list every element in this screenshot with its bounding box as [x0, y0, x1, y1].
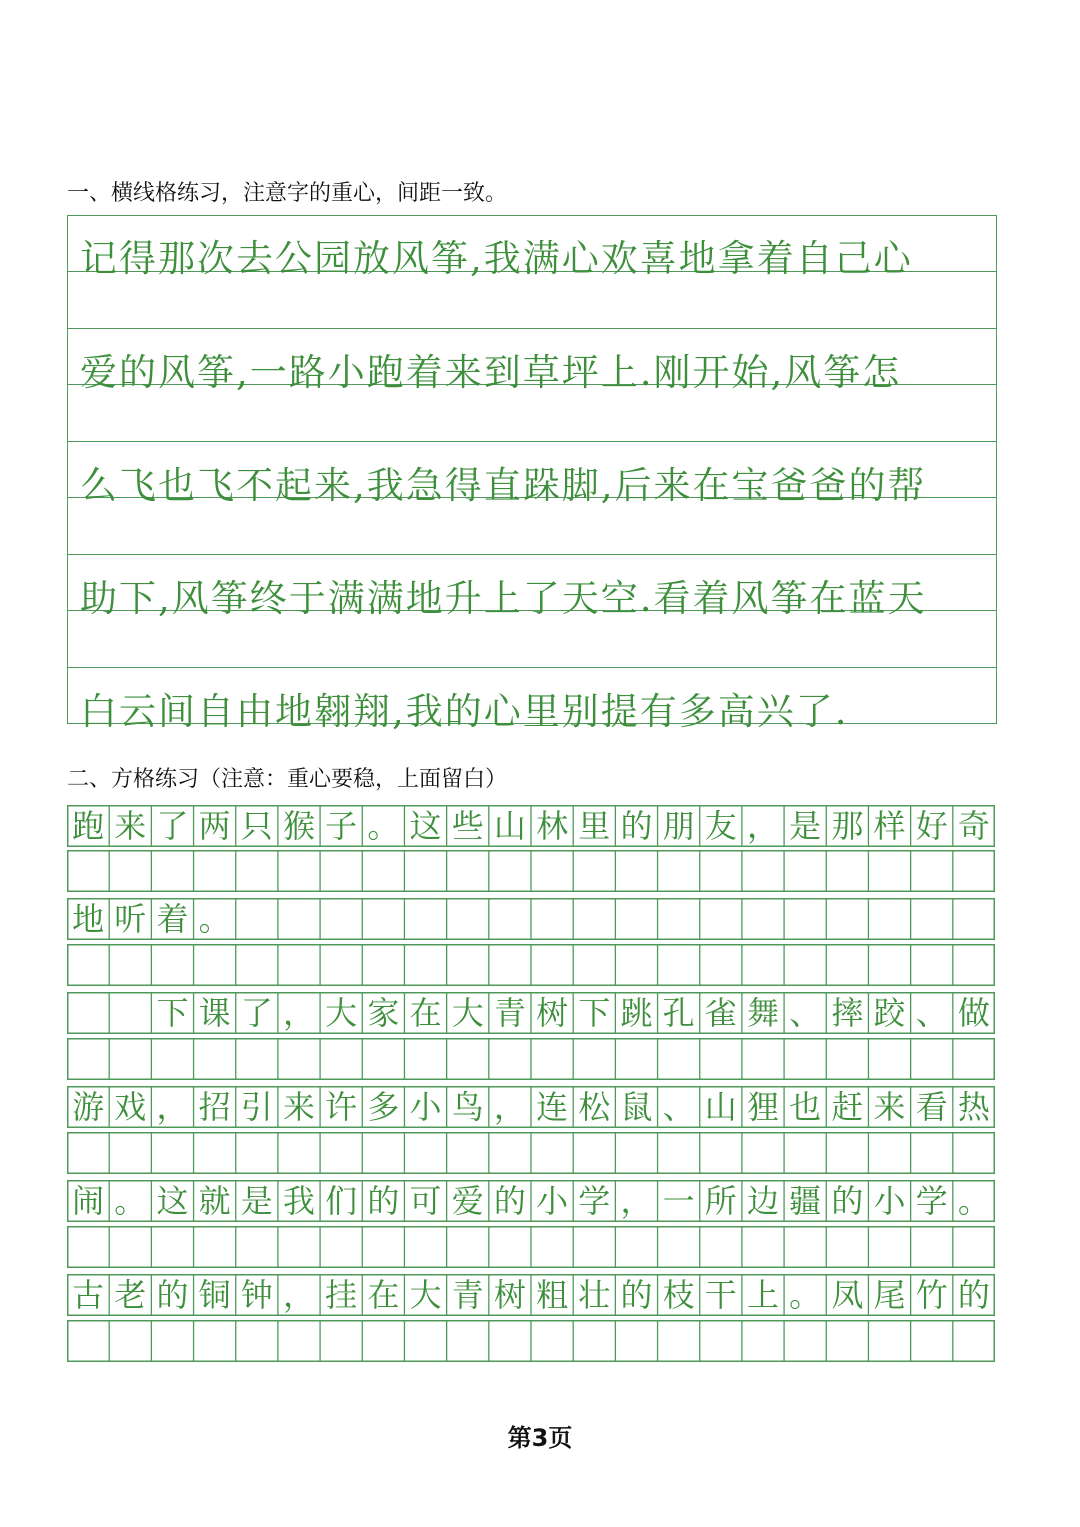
- grid-cell: 着: [156, 900, 189, 938]
- grid-cell: [615, 898, 657, 940]
- grid-cell: 可: [409, 1182, 442, 1220]
- grid-cell: 这: [409, 807, 442, 845]
- grid-cell: 下: [578, 994, 611, 1032]
- grid-cell: 小: [536, 1182, 569, 1220]
- grid-cell: ，: [156, 1088, 189, 1126]
- grid-cell: 赶: [831, 1088, 864, 1126]
- grid-cell: 大: [325, 994, 358, 1032]
- grid-cell: [109, 992, 151, 1034]
- grid-cell: 狸: [746, 1088, 779, 1126]
- handwritten-line: 助下,风筝终于满满地升上了天空.看着风筝在蓝天: [80, 577, 927, 620]
- grid-cell: 许: [325, 1088, 358, 1126]
- grid-cell: 好: [915, 807, 948, 845]
- grid-cell: 青: [493, 994, 526, 1032]
- grid-cell: 戏: [114, 1088, 147, 1126]
- grid-cell: 、: [915, 994, 948, 1032]
- grid-cell: [489, 898, 531, 940]
- grid-cell: 下: [156, 994, 189, 1032]
- grid-cell: 的: [367, 1182, 400, 1220]
- grid-cell: ，: [620, 1182, 653, 1220]
- grid-cell: ，: [282, 994, 315, 1032]
- grid-cell: 的: [831, 1182, 864, 1220]
- grid-cell: 壮: [578, 1276, 611, 1314]
- blank-row: [67, 1226, 995, 1268]
- grid-cell: [953, 898, 995, 940]
- blank-row: [67, 1132, 995, 1174]
- grid-cell: 。: [957, 1182, 990, 1220]
- grid-cell: 树: [493, 1276, 526, 1314]
- grid-cell: 两: [198, 807, 231, 845]
- section1-heading: 一、横线格练习，注意字的重心，间距一致。: [67, 181, 508, 206]
- writing-row: [67, 1086, 995, 1128]
- grid-cell: 了: [240, 994, 273, 1032]
- grid-cell: 小: [873, 1182, 906, 1220]
- grid-cell: 看: [915, 1088, 948, 1126]
- grid-cell: 的: [620, 1276, 653, 1314]
- grid-cell: 大: [409, 1276, 442, 1314]
- grid-cell: 一: [662, 1182, 695, 1220]
- grid-cell: 我: [282, 1182, 315, 1220]
- grid-cell: 凤: [831, 1276, 864, 1314]
- grid-cell: 课: [198, 994, 231, 1032]
- grid-cell: 来: [873, 1088, 906, 1126]
- grid-cell: [700, 898, 742, 940]
- grid-cell: 只: [240, 807, 273, 845]
- grid-cell: 的: [493, 1182, 526, 1220]
- grid-cell: 钟: [240, 1276, 273, 1314]
- grid-cell: [320, 898, 362, 940]
- grid-cell: 舞: [746, 994, 779, 1032]
- grid-cell: 山: [704, 1088, 737, 1126]
- grid-cell: [236, 898, 278, 940]
- lined-practice-box: [67, 215, 997, 733]
- grid-cell: 大: [451, 994, 484, 1032]
- grid-cell: 多: [367, 1088, 400, 1126]
- grid-cell: 听: [114, 900, 147, 938]
- grid-cell: 们: [325, 1182, 358, 1220]
- grid-cell: 来: [114, 807, 147, 845]
- grid-cell: 铜: [198, 1276, 231, 1314]
- grid-cell: 那: [831, 807, 864, 845]
- handwritten-line: 么飞也飞不起来,我急得直跺脚,后来在宝爸爸的帮: [80, 464, 927, 507]
- grid-cell: [784, 898, 826, 940]
- guide-line: [68, 667, 996, 668]
- grid-cell: ，: [282, 1276, 315, 1314]
- grid-cell: 鼠: [620, 1088, 653, 1126]
- grid-cell: 跤: [873, 994, 906, 1032]
- grid-cell: 鸟: [451, 1088, 484, 1126]
- grid-cell: 干: [704, 1276, 737, 1314]
- grid-cell: 家: [367, 994, 400, 1032]
- grid-cell: 的: [957, 1276, 990, 1314]
- grid-cell: 学: [915, 1182, 948, 1220]
- grid-cell: 林: [536, 807, 569, 845]
- grid-cell: [447, 898, 489, 940]
- grid-cell: 是: [240, 1182, 273, 1220]
- section2-heading: 二、方格练习（注意：重心要稳，上面留白）: [67, 767, 508, 792]
- grid-cell: 雀: [704, 994, 737, 1032]
- grid-cell: 游: [72, 1088, 105, 1126]
- grid-cell: 竹: [915, 1276, 948, 1314]
- grid-cell: 小: [409, 1088, 442, 1126]
- grid-cell: 在: [367, 1276, 400, 1314]
- grid-cell: 来: [282, 1088, 315, 1126]
- grid-cell: 奇: [957, 807, 990, 845]
- writing-row: [67, 1274, 995, 1316]
- grid-cell: [404, 898, 446, 940]
- grid-cell: 松: [578, 1088, 611, 1126]
- grid-cell: 做: [957, 994, 990, 1032]
- grid-cell: [362, 898, 404, 940]
- grid-cell: 、: [662, 1088, 695, 1126]
- grid-cell: 枝: [662, 1276, 695, 1314]
- grid-cell: 孔: [662, 994, 695, 1032]
- grid-cell: 所: [704, 1182, 737, 1220]
- grid-cell: [911, 898, 953, 940]
- grid-cell: 学: [578, 1182, 611, 1220]
- grid-cell: 了: [156, 807, 189, 845]
- grid-cell: 跑: [72, 807, 105, 845]
- grid-cell: 里: [578, 807, 611, 845]
- writing-row: [67, 992, 995, 1034]
- grid-cell: [573, 898, 615, 940]
- grid-cell: ，: [746, 807, 779, 845]
- handwritten-line: 白云间自由地翱翔,我的心里别提有多高兴了.: [80, 690, 849, 733]
- handwritten-line: 爱的风筝,一路小跑着来到草坪上.刚开始,风筝怎: [80, 351, 902, 394]
- grid-cell: [826, 898, 868, 940]
- grid-cell: 朋: [662, 807, 695, 845]
- grid-cell: 是: [789, 807, 822, 845]
- grid-cell: 树: [536, 994, 569, 1032]
- grid-cell: [278, 898, 320, 940]
- grid-cell: 样: [873, 807, 906, 845]
- grid-cell: 爱: [451, 1182, 484, 1220]
- grid-cell: 摔: [831, 994, 864, 1032]
- guide-line: [68, 441, 996, 442]
- writing-row: [67, 805, 995, 847]
- grid-cell: 在: [409, 994, 442, 1032]
- guide-line: [68, 554, 996, 555]
- grid-cell: 尾: [873, 1276, 906, 1314]
- grid-cell: 上: [746, 1276, 779, 1314]
- grid-cell: 的: [156, 1276, 189, 1314]
- grid-cell: 古: [72, 1276, 105, 1314]
- grid-cell: 老: [114, 1276, 147, 1314]
- page-number: 第3页: [507, 1424, 573, 1452]
- grid-cell: 就: [198, 1182, 231, 1220]
- blank-row: [67, 1038, 995, 1080]
- grid-cell: 这: [156, 1182, 189, 1220]
- grid-cell: 疆: [789, 1182, 822, 1220]
- grid-cell: 招: [198, 1088, 231, 1126]
- grid-cell: 热: [957, 1088, 990, 1126]
- writing-row: [67, 898, 995, 940]
- grid-cell: 。: [114, 1182, 147, 1220]
- grid-cell: 子: [325, 807, 358, 845]
- grid-cell: 友: [704, 807, 737, 845]
- grid-cell: 连: [536, 1088, 569, 1126]
- grid-cell: 闹: [72, 1182, 105, 1220]
- blank-row: [67, 944, 995, 986]
- grid-cell: 引: [240, 1088, 273, 1126]
- grid-cell: 。: [789, 1276, 822, 1314]
- grid-cell: 猴: [282, 807, 315, 845]
- grid-cell: 跳: [620, 994, 653, 1032]
- grid-cell: ，: [493, 1088, 526, 1126]
- grid-cell: [67, 992, 109, 1034]
- guide-line: [68, 328, 996, 329]
- grid-cell: [868, 898, 910, 940]
- grid-cell: 的: [620, 807, 653, 845]
- blank-row: [67, 1320, 995, 1362]
- blank-row: [67, 850, 995, 892]
- grid-cell: [658, 898, 700, 940]
- grid-cell: 、: [789, 994, 822, 1032]
- grid-cell: [742, 898, 784, 940]
- grid-cell: 。: [367, 807, 400, 845]
- grid-cell: 也: [789, 1088, 822, 1126]
- writing-row: [67, 1180, 995, 1222]
- grid-cell: 青: [451, 1276, 484, 1314]
- handwritten-line: 记得那次去公园放风筝,我满心欢喜地拿着自己心: [80, 237, 913, 280]
- grid-cell: 山: [493, 807, 526, 845]
- grid-cell: 边: [746, 1182, 779, 1220]
- grid-cell: 挂: [325, 1276, 358, 1314]
- grid-cell: 些: [451, 807, 484, 845]
- grid-cell: 粗: [536, 1276, 569, 1314]
- grid-cell: 地: [72, 900, 105, 938]
- grid-cell: 。: [198, 900, 231, 938]
- grid-cell: [531, 898, 573, 940]
